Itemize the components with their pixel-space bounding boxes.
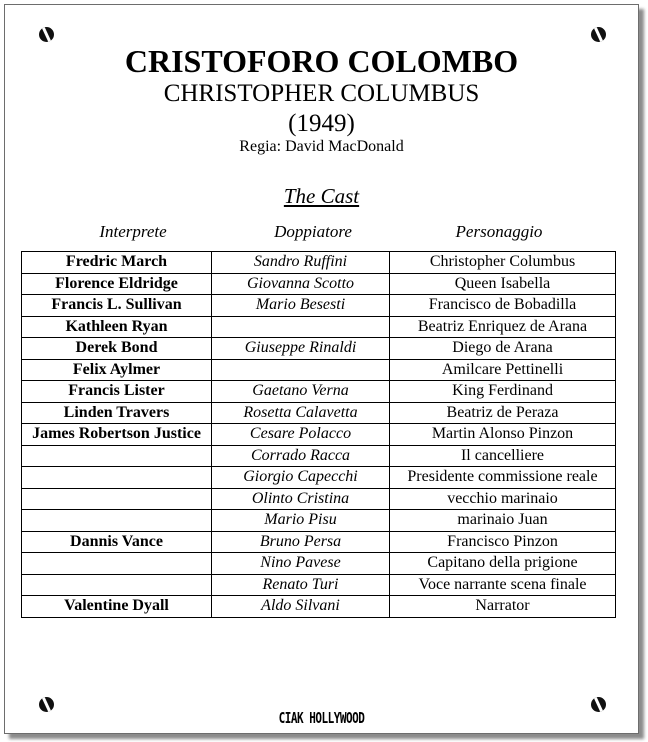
cell-doppiatore: Olinto Cristina bbox=[212, 488, 390, 510]
table-row bbox=[22, 445, 616, 467]
cell-doppiatore bbox=[212, 359, 390, 381]
table-row bbox=[22, 531, 616, 553]
cast-heading: The Cast bbox=[283, 184, 360, 208]
cell-personaggio: Beatriz Enriquez de Arana bbox=[390, 316, 616, 338]
title-italian: CRISTOFORO COLOMBO bbox=[124, 43, 519, 79]
cell-interprete bbox=[22, 488, 212, 510]
cell-personaggio: Beatriz de Peraza bbox=[390, 402, 616, 424]
cast-plaque bbox=[4, 4, 639, 734]
cell-personaggio: Francisco de Bobadilla bbox=[390, 295, 616, 317]
cell-doppiatore: Mario Besesti bbox=[212, 295, 390, 317]
cell-interprete: Dannis Vance bbox=[22, 531, 212, 553]
cell-doppiatore: Giovanna Scotto bbox=[212, 273, 390, 295]
cell-personaggio: Queen Isabella bbox=[390, 273, 616, 295]
cell-interprete bbox=[22, 574, 212, 596]
screw-hole-icon bbox=[39, 27, 54, 42]
cell-personaggio: Il cancelliere bbox=[390, 445, 616, 467]
cell-personaggio: Presidente commissione reale bbox=[390, 467, 616, 489]
column-header-personaggio: Personaggio bbox=[455, 222, 543, 241]
title-english: CHRISTOPHER COLUMBUS bbox=[163, 80, 480, 107]
cell-interprete: James Robertson Justice bbox=[22, 424, 212, 446]
ciak-hollywood-logo: CIAK HOLLYWOOD bbox=[278, 709, 365, 728]
cell-personaggio: King Ferdinand bbox=[390, 381, 616, 403]
table-row bbox=[22, 252, 616, 274]
cell-interprete bbox=[22, 510, 212, 532]
table-row bbox=[22, 381, 616, 403]
table-row bbox=[22, 553, 616, 575]
column-header-interprete: Interprete bbox=[99, 222, 167, 241]
cell-doppiatore bbox=[212, 316, 390, 338]
table-row bbox=[22, 316, 616, 338]
cell-interprete bbox=[22, 553, 212, 575]
table-row bbox=[22, 273, 616, 295]
cell-doppiatore: Bruno Persa bbox=[212, 531, 390, 553]
table-row bbox=[22, 510, 616, 532]
cell-doppiatore: Cesare Polacco bbox=[212, 424, 390, 446]
cell-personaggio: vecchio marinaio bbox=[390, 488, 616, 510]
cell-doppiatore: Rosetta Calavetta bbox=[212, 402, 390, 424]
cell-personaggio: Martin Alonso Pinzon bbox=[390, 424, 616, 446]
cell-interprete: Derek Bond bbox=[22, 338, 212, 360]
table-row bbox=[22, 488, 616, 510]
director-credit: Regia: David MacDonald bbox=[239, 138, 404, 155]
cell-interprete: Florence Eldridge bbox=[22, 273, 212, 295]
table-row bbox=[22, 402, 616, 424]
table-row bbox=[22, 574, 616, 596]
cell-personaggio: Narrator bbox=[390, 596, 616, 618]
cell-doppiatore: Mario Pisu bbox=[212, 510, 390, 532]
cell-personaggio: Amilcare Pettinelli bbox=[390, 359, 616, 381]
cell-doppiatore: Renato Turi bbox=[212, 574, 390, 596]
cell-interprete bbox=[22, 445, 212, 467]
cast-table bbox=[21, 251, 616, 618]
cell-personaggio: Voce narrante scena finale bbox=[390, 574, 616, 596]
table-row bbox=[22, 295, 616, 317]
cell-personaggio: Christopher Columbus bbox=[390, 252, 616, 274]
table-row bbox=[22, 338, 616, 360]
cell-personaggio: Capitano della prigione bbox=[390, 553, 616, 575]
screw-hole-icon bbox=[591, 27, 606, 42]
cell-interprete: Valentine Dyall bbox=[22, 596, 212, 618]
cell-interprete: Linden Travers bbox=[22, 402, 212, 424]
cell-doppiatore: Giorgio Capecchi bbox=[212, 467, 390, 489]
column-header-doppiatore: Doppiatore bbox=[274, 222, 352, 241]
cell-interprete: Francis Lister bbox=[22, 381, 212, 403]
cell-doppiatore: Sandro Ruffini bbox=[212, 252, 390, 274]
cell-interprete: Fredric March bbox=[22, 252, 212, 274]
cell-interprete: Francis L. Sullivan bbox=[22, 295, 212, 317]
table-row bbox=[22, 359, 616, 381]
table-row bbox=[22, 467, 616, 489]
table-row bbox=[22, 424, 616, 446]
cell-personaggio: marinaio Juan bbox=[390, 510, 616, 532]
cell-interprete bbox=[22, 467, 212, 489]
cell-doppiatore: Corrado Racca bbox=[212, 445, 390, 467]
cell-interprete: Kathleen Ryan bbox=[22, 316, 212, 338]
release-year: (1949) bbox=[288, 110, 355, 137]
cell-doppiatore: Aldo Silvani bbox=[212, 596, 390, 618]
cell-interprete: Felix Aylmer bbox=[22, 359, 212, 381]
cell-doppiatore: Gaetano Verna bbox=[212, 381, 390, 403]
cell-doppiatore: Nino Pavese bbox=[212, 553, 390, 575]
cell-personaggio: Francisco Pinzon bbox=[390, 531, 616, 553]
cell-personaggio: Diego de Arana bbox=[390, 338, 616, 360]
table-row bbox=[22, 596, 616, 618]
cell-doppiatore: Giuseppe Rinaldi bbox=[212, 338, 390, 360]
